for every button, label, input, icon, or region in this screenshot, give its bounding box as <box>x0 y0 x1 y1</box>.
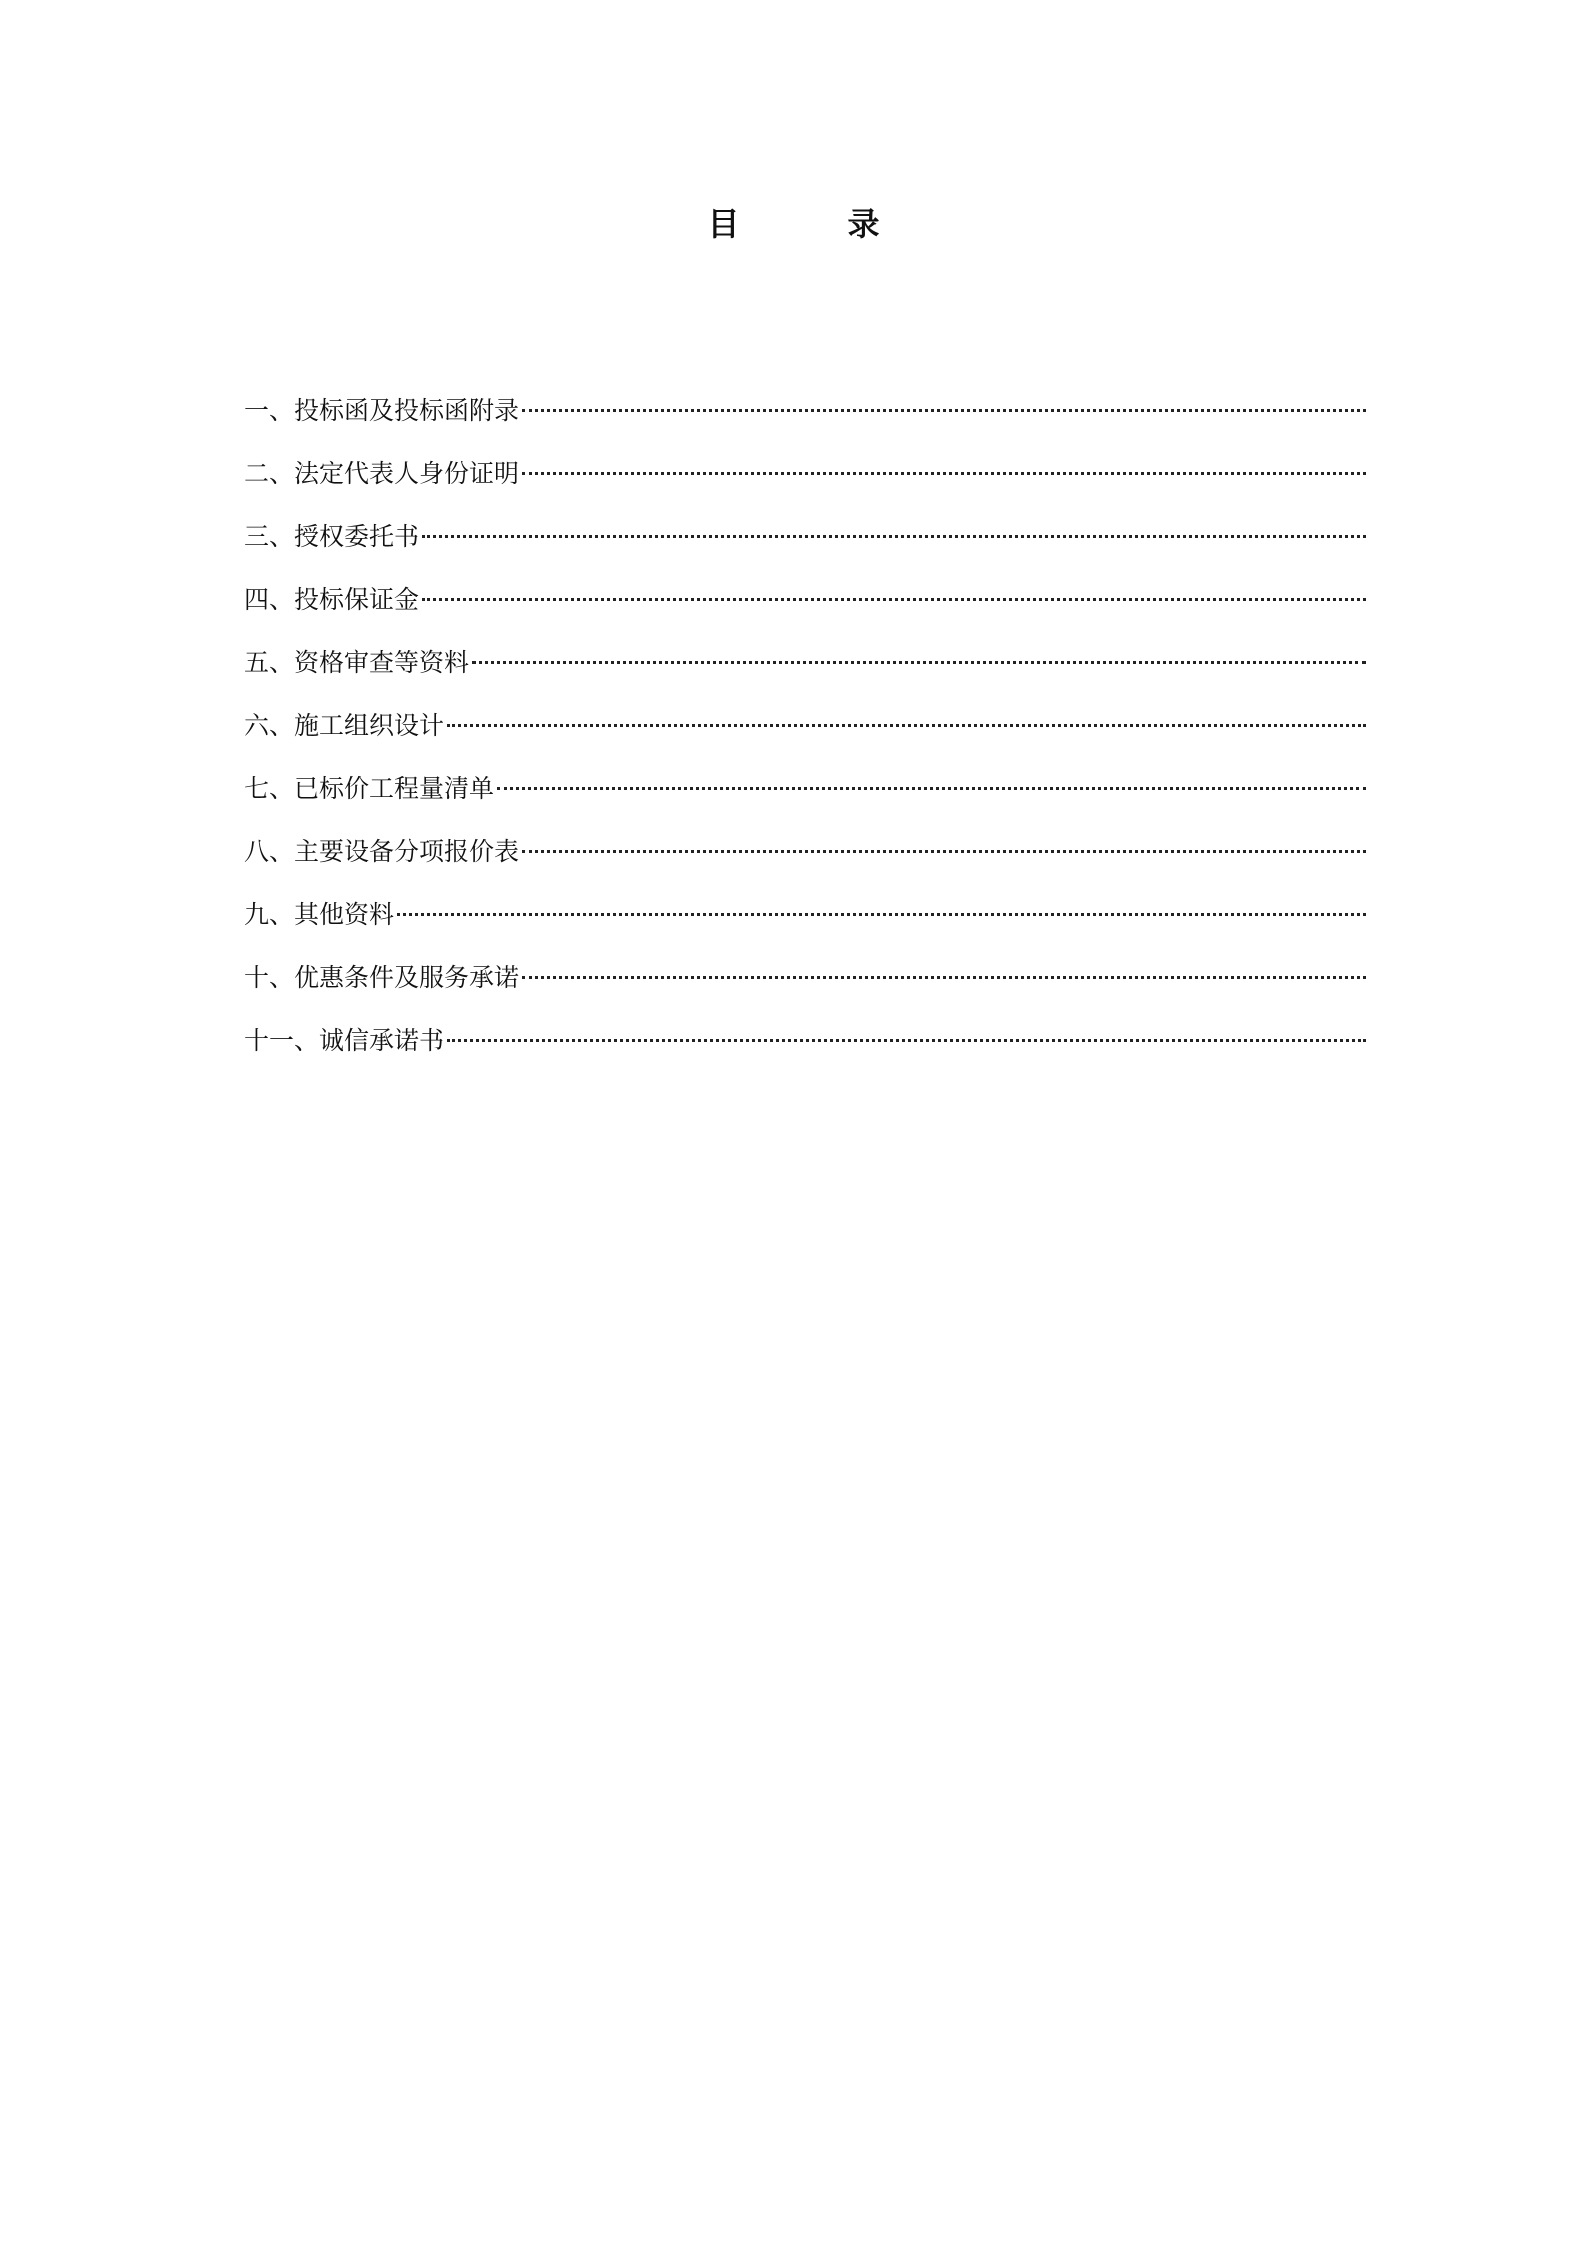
toc-entry-label: 六、施工组织设计 <box>244 711 445 740</box>
toc-entry[interactable] <box>244 889 1366 952</box>
dot-leader <box>447 724 1366 727</box>
toc-entry-label: 一、投标函及投标函附录 <box>244 396 520 425</box>
dot-leader <box>497 787 1366 790</box>
dot-leader <box>522 472 1366 475</box>
toc-entry-label: 七、已标价工程量清单 <box>244 774 495 803</box>
toc-entry[interactable] <box>244 952 1366 1015</box>
toc-entry-label: 八、主要设备分项报价表 <box>244 837 520 866</box>
page-title: 目 录 <box>707 205 918 243</box>
table-of-contents <box>244 385 1366 1078</box>
toc-entry[interactable] <box>244 511 1366 574</box>
dot-leader <box>472 661 1366 664</box>
dot-leader <box>447 1039 1366 1042</box>
dot-leader <box>522 976 1366 979</box>
dot-leader <box>422 535 1366 538</box>
toc-entry[interactable] <box>244 574 1366 637</box>
toc-entry-label: 十、优惠条件及服务承诺 <box>244 963 520 992</box>
dot-leader <box>522 409 1366 412</box>
toc-entry[interactable] <box>244 700 1366 763</box>
toc-entry[interactable] <box>244 448 1366 511</box>
toc-entry-label: 九、其他资料 <box>244 900 395 929</box>
toc-entry-label: 二、法定代表人身份证明 <box>244 459 520 488</box>
toc-entry[interactable] <box>244 385 1366 448</box>
dot-leader <box>397 913 1366 916</box>
toc-entry[interactable] <box>244 637 1366 700</box>
dot-leader <box>422 598 1366 601</box>
toc-entry-label: 五、资格审查等资料 <box>244 648 470 677</box>
toc-entry-label: 十一、诚信承诺书 <box>244 1026 445 1055</box>
toc-entry[interactable] <box>244 826 1366 889</box>
toc-entry[interactable] <box>244 763 1366 826</box>
toc-entry[interactable] <box>244 1015 1366 1078</box>
dot-leader <box>522 850 1366 853</box>
toc-entry-label: 三、授权委托书 <box>244 522 420 551</box>
toc-entry-label: 四、投标保证金 <box>244 585 420 614</box>
